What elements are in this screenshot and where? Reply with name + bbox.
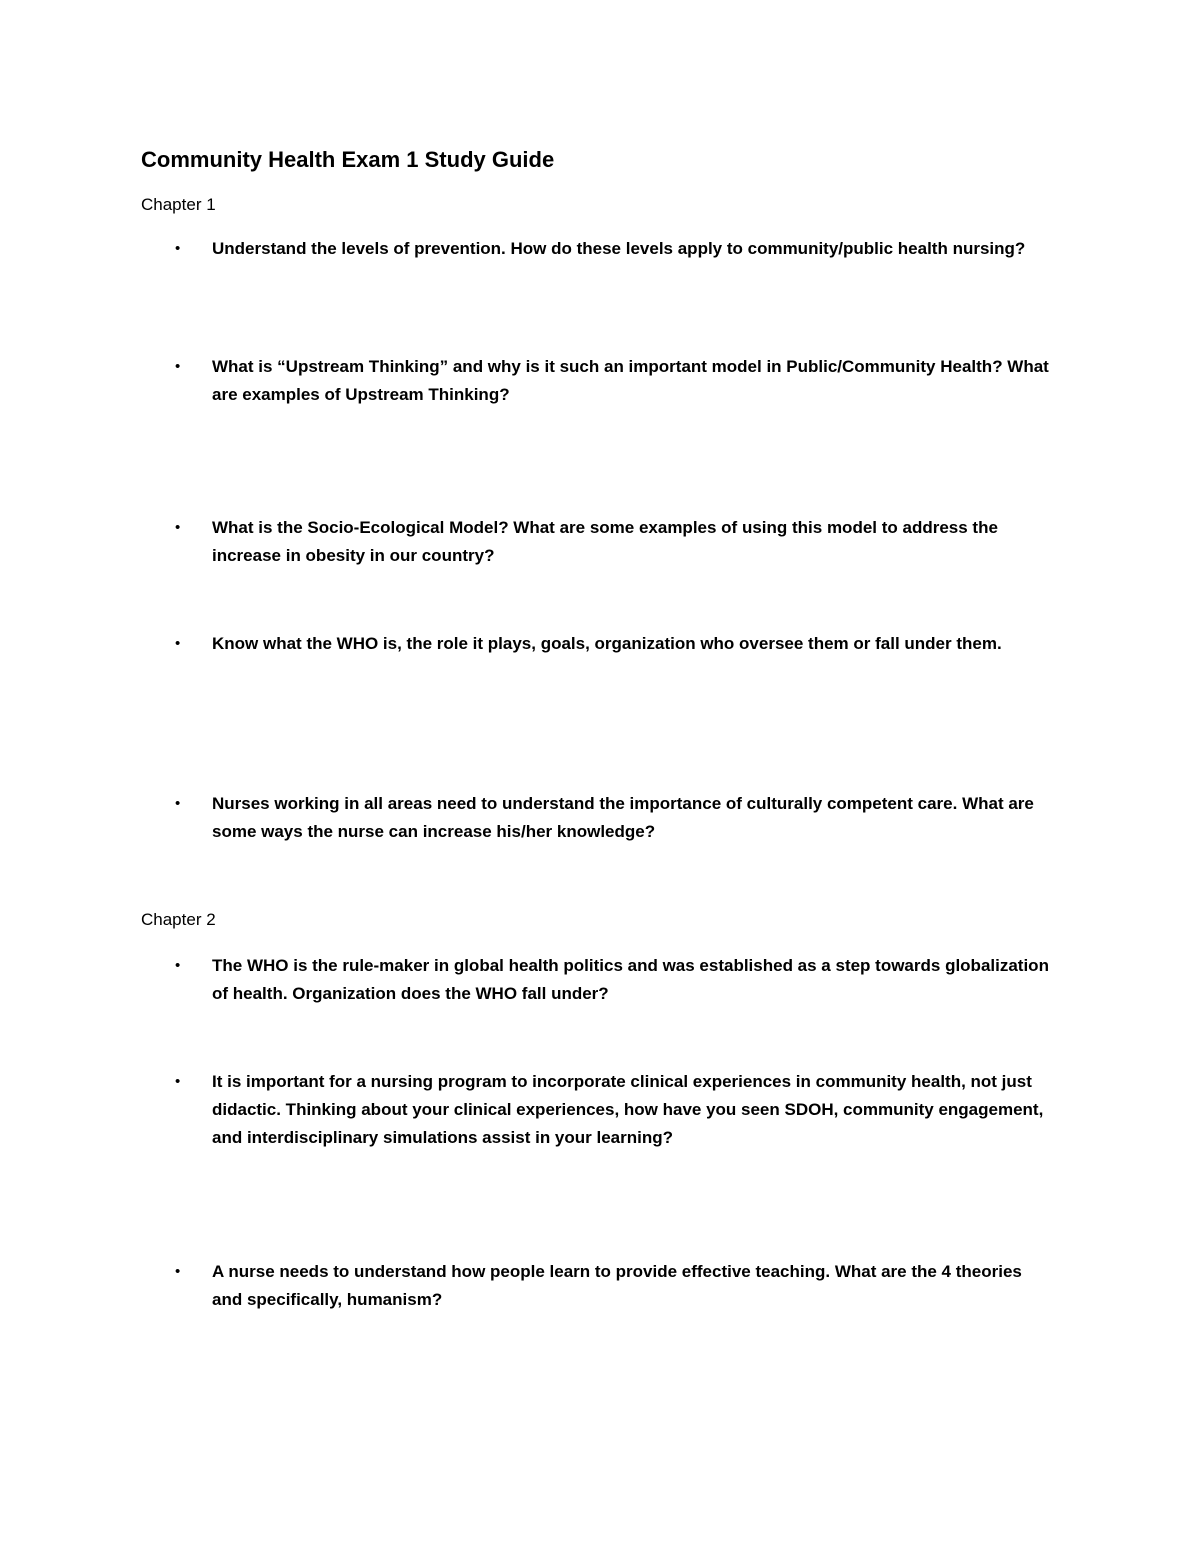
chapter-2-heading: Chapter 2 <box>141 910 216 929</box>
chapter-1-heading: Chapter 1 <box>141 195 216 214</box>
bullet-icon: • <box>175 358 181 375</box>
list-item-text: Understand the levels of prevention. How do these levels apply to community/public health nursing? <box>212 239 1026 258</box>
bullet-icon: • <box>175 1073 181 1090</box>
list-item-text: The WHO is the rule-maker in global health politics and was established as a step towards globalization of health. Organization does the WHO fall under? <box>212 956 1049 1003</box>
bullet-icon: • <box>175 519 181 536</box>
bullet-icon: • <box>175 635 181 652</box>
list-item-text: What is “Upstream Thinking” and why is it such an important model in Public/Community Health? What are examples of Upstream Thinking? <box>212 357 1049 404</box>
list-item-text: A nurse needs to understand how people learn to provide effective teaching. What are the 4 theories and specifically, humanism? <box>212 1262 1022 1309</box>
bullet-icon: • <box>175 957 181 974</box>
list-item-text: What is the Socio-Ecological Model? What are some examples of using this model to address the increase in obesity in our country? <box>212 518 998 565</box>
bullet-icon: • <box>175 1263 181 1280</box>
document-title: Community Health Exam 1 Study Guide <box>141 147 555 172</box>
list-item-text: It is important for a nursing program to incorporate clinical experiences in community health, not just didactic. Thinking about your clinical experiences, how have you seen SDOH, community engagement, and interdisciplinary simulations assist in your learning? <box>212 1072 1044 1147</box>
bullet-icon: • <box>175 795 181 812</box>
list-item-text: Know what the WHO is, the role it plays, goals, organization who oversee them or fall under them. <box>212 634 1002 653</box>
list-item-text: Nurses working in all areas need to understand the importance of culturally competent care. What are some ways the nurse can increase his/her knowledge? <box>212 794 1034 841</box>
bullet-icon: • <box>175 240 181 257</box>
